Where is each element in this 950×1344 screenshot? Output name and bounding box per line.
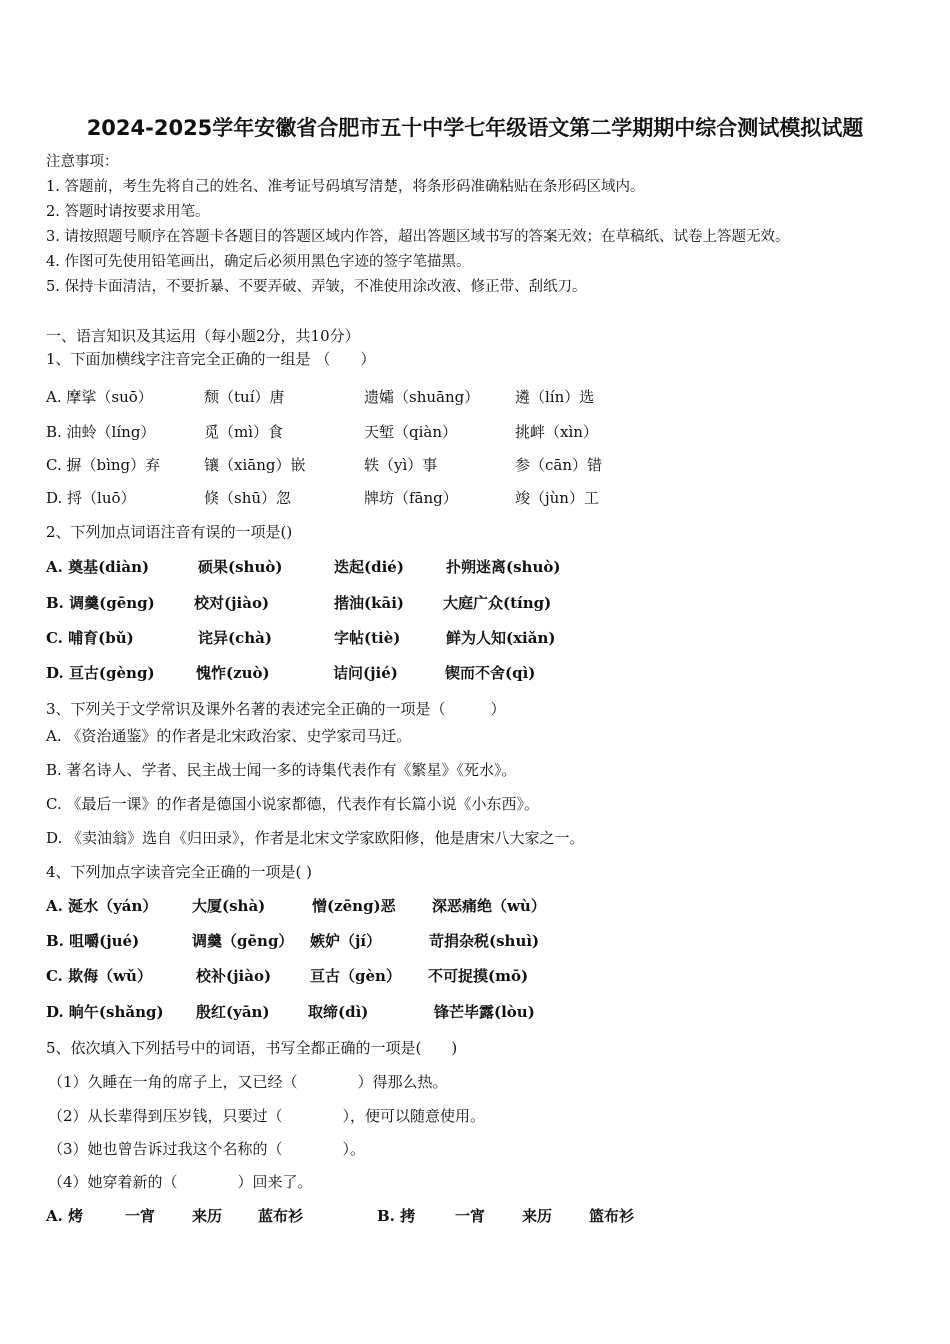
option-cell: 锋芒毕露(lòu) — [434, 1003, 535, 1021]
option-cell: 牌坊（fāng） — [364, 489, 458, 507]
option-cell: C. 欺侮（wǔ） — [46, 967, 152, 985]
option-cell: 镶（xiāng）嵌 — [204, 456, 306, 474]
notice-item: 1. 答题前，考生先将自己的姓名、准考证号码填写清楚，将条形码准确粘贴在条形码区域内。 — [46, 179, 645, 195]
q3-option: A. 《资治通鉴》的作者是北宋政治家、史学家司马迁。 — [46, 727, 412, 745]
option-cell: 参（cān）错 — [515, 456, 603, 474]
option-cell: 鲜为人知(xiǎn) — [446, 629, 556, 647]
option-cell: A. 烤 — [46, 1207, 84, 1225]
question-5-stem: 5、依次填入下列括号中的词语，书写全都正确的一项是( ) — [46, 1039, 458, 1057]
option-cell: C. 摒（bìng）弃 — [46, 456, 161, 474]
option-cell: 颓（tuí）唐 — [204, 388, 285, 406]
option-cell: 校对(jiào) — [194, 594, 270, 612]
option-cell: 锲而不舍(qì) — [445, 664, 536, 682]
option-cell: 觅（mì）食 — [204, 423, 284, 441]
q5-sentence: （1）久睡在一角的席子上，又已经（ ）得那么热。 — [48, 1073, 448, 1091]
option-cell: 字帖(tiè) — [334, 629, 401, 647]
option-cell: 迭起(dié) — [334, 558, 404, 576]
option-cell: 深恶痛绝（wù） — [432, 897, 546, 915]
option-cell: 校补(jiào) — [196, 967, 272, 985]
option-cell: 来历 — [522, 1207, 553, 1225]
option-cell: 揩油(kāi) — [334, 594, 405, 612]
notice-item: 5. 保持卡面清洁，不要折暴、不要弄破、弄皱，不准使用涂改液、修正带、刮纸刀。 — [46, 279, 587, 295]
q3-option: B. 著名诗人、学者、民主战士闻一多的诗集代表作有《繁星》《死水》。 — [46, 761, 517, 779]
option-cell: 天堑（qiàn） — [364, 423, 458, 441]
option-cell: A. 摩挲（suō） — [46, 388, 153, 406]
q5-sentence: （2）从长辈得到压岁钱，只要过（ ），便可以随意使用。 — [48, 1107, 486, 1125]
notice-item: 3. 请按照题号顺序在答题卡各题目的答题区域内作答，超出答题区域书写的答案无效；在草稿纸、试卷上答题无效。 — [46, 229, 790, 245]
option-cell: A. 涎水（yán） — [46, 897, 158, 915]
option-cell: B. 咀嚼(jué) — [46, 932, 140, 950]
option-cell: C. 哺育(bǔ) — [46, 629, 134, 647]
option-cell: 遴（lín）选 — [515, 388, 595, 406]
question-1-stem: 1、下面加横线字注音完全正确的一组是 （ ） — [46, 350, 376, 368]
option-cell: 竣（jùn）工 — [515, 489, 599, 507]
question-2-stem: 2、下列加点词语注音有误的一项是() — [46, 523, 293, 541]
option-cell: 蓝布衫 — [258, 1207, 304, 1225]
q3-option: C. 《最后一课》的作者是德国小说家都德，代表作有长篇小说《小东西》。 — [46, 795, 539, 813]
q5-sentence: （3）她也曾告诉过我这个名称的（ ）。 — [48, 1140, 366, 1158]
option-cell: 愧怍(zuò) — [196, 664, 270, 682]
option-cell: 挑衅（xìn） — [515, 423, 598, 441]
option-cell: 轶（yì）事 — [364, 456, 438, 474]
option-cell: B. 油蛉（líng） — [46, 423, 156, 441]
option-cell: 硕果(shuò) — [198, 558, 283, 576]
section-heading: 一、语言知识及其运用（每小题2分，共10分） — [46, 327, 360, 345]
option-cell: 大庭广众(tíng) — [443, 594, 552, 612]
notice-heading: 注意事项： — [46, 154, 119, 170]
option-cell: 扑朔迷离(shuò) — [446, 558, 561, 576]
notice-item: 2. 答题时请按要求用笔。 — [46, 204, 210, 220]
page-title: 2024-2025学年安徽省合肥市五十中学七年级语文第二学期期中综合测试模拟试题 — [86, 116, 864, 140]
option-cell: A. 奠基(diàn) — [46, 558, 150, 576]
option-cell: 调羹（gēng） — [192, 932, 294, 950]
option-cell: 一宵 — [455, 1207, 486, 1225]
option-cell: D. 捋（luō） — [46, 489, 136, 507]
option-cell: 亘古（gèn） — [310, 967, 401, 985]
option-cell: B. 拷 — [377, 1207, 416, 1225]
option-cell: 嫉妒（jí） — [310, 932, 382, 950]
option-cell: D. 亘古(gèng) — [46, 664, 155, 682]
q3-option: D. 《卖油翁》选自《归田录》，作者是北宋文学家欧阳修，他是唐宋八大家之一。 — [46, 829, 585, 847]
option-cell: D. 晌午(shǎng) — [46, 1003, 164, 1021]
option-cell: 憎(zēng)恶 — [312, 897, 396, 915]
option-cell: B. 调羹(gēng) — [46, 594, 155, 612]
question-3-stem: 3、下列关于文学常识及课外名著的表述完全正确的一项是（ ） — [46, 700, 506, 718]
option-cell: 诧异(chà) — [198, 629, 272, 647]
option-cell: 殷红(yān) — [196, 1003, 270, 1021]
option-cell: 苛捐杂税(shuì) — [429, 932, 540, 950]
option-cell: 取缔(dì) — [308, 1003, 369, 1021]
option-cell: 大厦(shà) — [192, 897, 266, 915]
option-cell: 篮布衫 — [589, 1207, 635, 1225]
notice-item: 4. 作图可先使用铅笔画出，确定后必须用黑色字迹的签字笔描黑。 — [46, 254, 471, 270]
option-cell: 遗孀（shuāng） — [364, 388, 480, 406]
option-cell: 来历 — [192, 1207, 223, 1225]
q5-sentence: （4）她穿着新的（ ）回来了。 — [48, 1173, 313, 1191]
option-cell: 倏（shū）忽 — [204, 489, 292, 507]
option-cell: 不可捉摸(mō) — [428, 967, 529, 985]
question-4-stem: 4、下列加点字读音完全正确的一项是( ) — [46, 863, 313, 881]
option-cell: 一宵 — [125, 1207, 156, 1225]
option-cell: 诘问(jié) — [333, 664, 398, 682]
